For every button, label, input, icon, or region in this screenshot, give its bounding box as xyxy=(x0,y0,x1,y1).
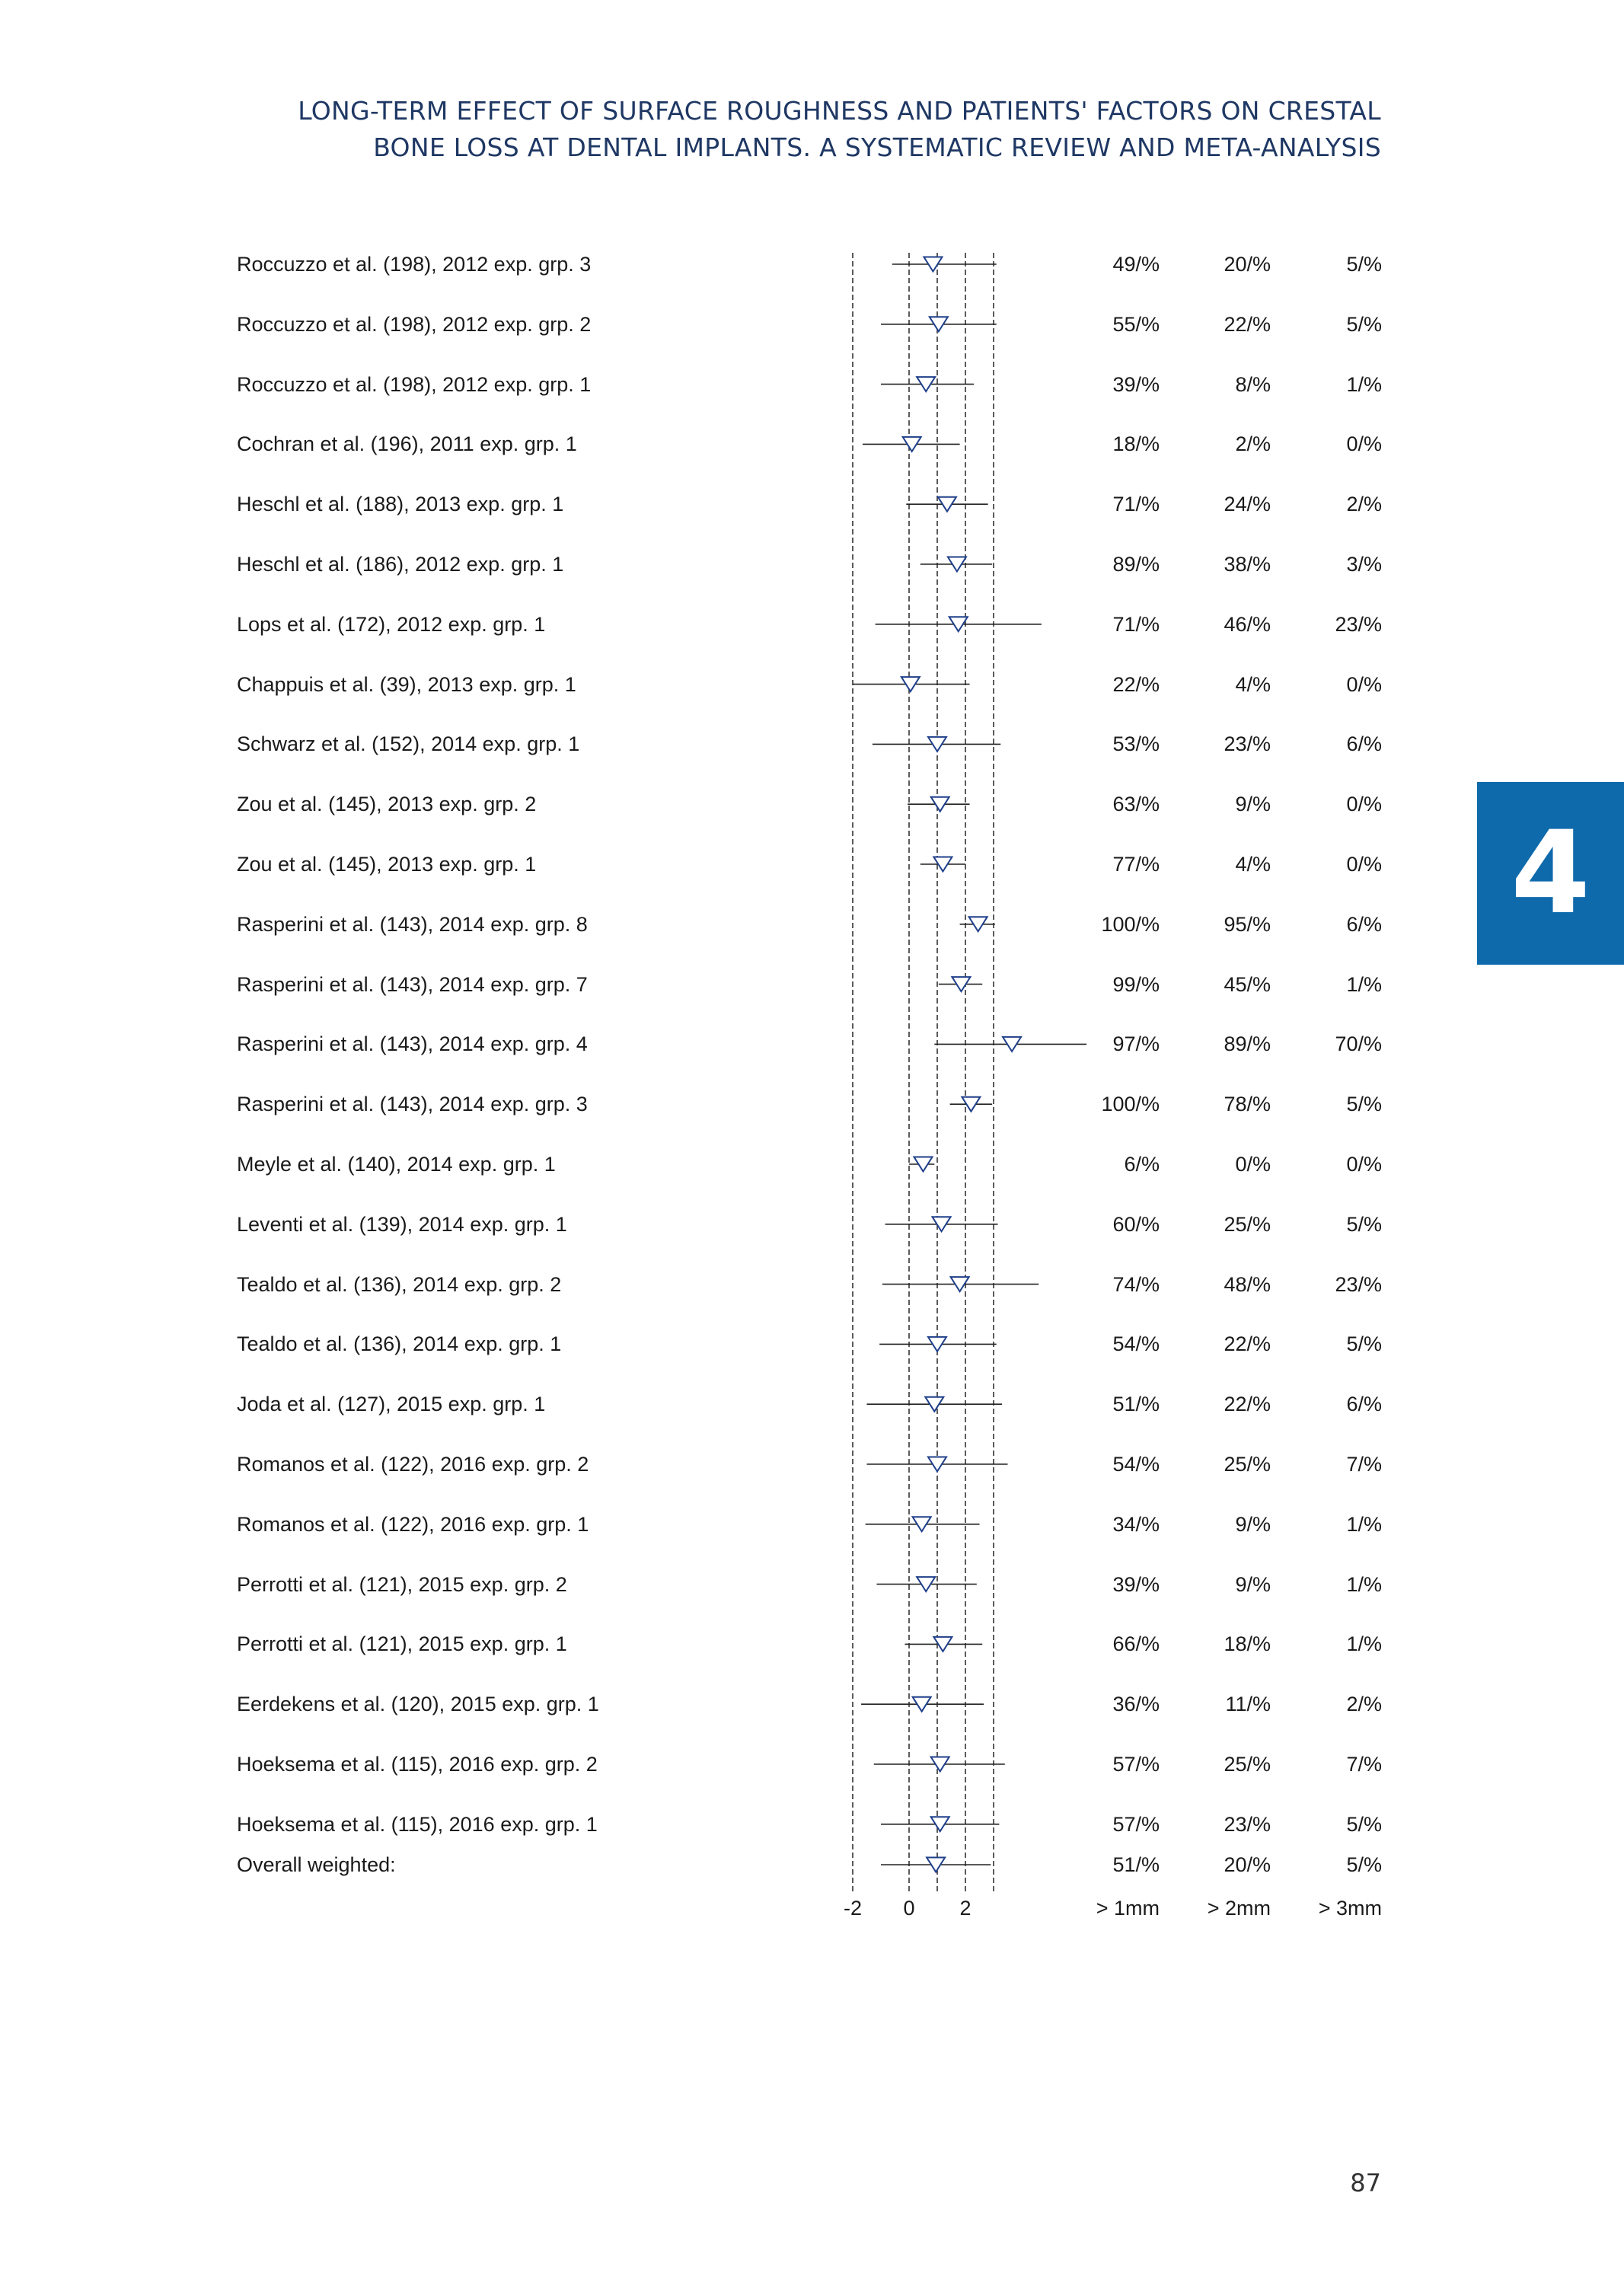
pct-gt2: 9/% xyxy=(1235,1572,1271,1596)
pct-gt1: 51/% xyxy=(1112,1393,1160,1416)
pct-gt1: 57/% xyxy=(1112,1753,1160,1776)
pct-gt2: 4/% xyxy=(1235,672,1271,696)
study-label: Heschl et al. (186), 2012 exp. grp. 1 xyxy=(237,553,564,576)
pct-gt1: 49/% xyxy=(1112,253,1160,276)
pct-gt1: 60/% xyxy=(1112,1212,1160,1236)
study-label: Roccuzzo et al. (198), 2012 exp. grp. 1 xyxy=(237,372,592,396)
pct-gt2: 25/% xyxy=(1224,1453,1271,1476)
pct-gt3: 5/% xyxy=(1346,1812,1382,1836)
pct-gt2: 18/% xyxy=(1224,1632,1271,1656)
study-label: Cochran et al. (196), 2011 exp. grp. 1 xyxy=(237,432,577,456)
pct-gt1: 22/% xyxy=(1112,672,1160,696)
pct-gt1: 34/% xyxy=(1112,1512,1160,1536)
study-label: Rasperini et al. (143), 2014 exp. grp. 8 xyxy=(237,912,588,936)
pct-gt3: 23/% xyxy=(1335,1272,1382,1296)
pct-gt3: 0/% xyxy=(1346,1153,1382,1176)
pct-gt3: 0/% xyxy=(1346,853,1382,876)
pct-gt3: 7/% xyxy=(1346,1453,1382,1476)
pct-gt3: 1/% xyxy=(1346,372,1382,396)
pct-gt3: 5/% xyxy=(1346,1093,1382,1116)
pct-gt3: 2/% xyxy=(1346,1693,1382,1716)
study-label: Hoeksema et al. (115), 2016 exp. grp. 1 xyxy=(237,1812,598,1836)
pct-gt1: 63/% xyxy=(1112,793,1160,816)
study-label: Leventi et al. (139), 2014 exp. grp. 1 xyxy=(237,1212,567,1236)
pct-gt3: 5/% xyxy=(1346,1212,1382,1236)
pct-gt2: 24/% xyxy=(1224,493,1271,516)
pct-gt2: 95/% xyxy=(1224,912,1271,936)
pct-gt1: 6/% xyxy=(1124,1153,1160,1176)
pct-gt2: 38/% xyxy=(1224,553,1271,576)
pct-gt2: 23/% xyxy=(1224,1812,1271,1836)
pct-gt1: 39/% xyxy=(1112,372,1160,396)
pct-gt1: 71/% xyxy=(1112,493,1160,516)
chapter-tab: 4 xyxy=(1477,782,1624,965)
pct-gt2: 8/% xyxy=(1235,372,1271,396)
pct-gt3: 0/% xyxy=(1346,432,1382,456)
pct-gt2: 2/% xyxy=(1235,432,1271,456)
study-label: Schwarz et al. (152), 2014 exp. grp. 1 xyxy=(237,732,580,756)
study-label: Perrotti et al. (121), 2015 exp. grp. 1 xyxy=(237,1632,567,1656)
study-label: Heschl et al. (188), 2013 exp. grp. 1 xyxy=(237,493,564,516)
study-label: Joda et al. (127), 2015 exp. grp. 1 xyxy=(237,1393,546,1416)
pct-gt2: 9/% xyxy=(1235,1512,1271,1536)
header-line-1: LONG-TERM EFFECT OF SURFACE ROUGHNESS AND PATIENTS' FACTORS ON CRESTAL xyxy=(298,96,1381,126)
pct-gt3: 5/% xyxy=(1346,312,1382,336)
pct-gt3: 3/% xyxy=(1346,553,1382,576)
overall-label: Overall weighted: xyxy=(237,1853,396,1876)
page-number: 87 xyxy=(1350,2169,1381,2197)
study-label: Romanos et al. (122), 2016 exp. grp. 1 xyxy=(237,1512,589,1536)
pct-gt2: 25/% xyxy=(1224,1753,1271,1776)
study-label: Roccuzzo et al. (198), 2012 exp. grp. 3 xyxy=(237,253,592,276)
pct-gt1: 53/% xyxy=(1112,732,1160,756)
study-label: Lops et al. (172), 2012 exp. grp. 1 xyxy=(237,612,546,636)
pct-gt1: 89/% xyxy=(1112,553,1160,576)
study-label: Eerdekens et al. (120), 2015 exp. grp. 1 xyxy=(237,1693,599,1716)
study-label: Meyle et al. (140), 2014 exp. grp. 1 xyxy=(237,1153,556,1176)
study-label: Romanos et al. (122), 2016 exp. grp. 2 xyxy=(237,1453,589,1476)
column-header: > 3mm xyxy=(1318,1897,1382,1920)
study-label: Roccuzzo et al. (198), 2012 exp. grp. 2 xyxy=(237,312,592,336)
pct-gt3: 5/% xyxy=(1346,253,1382,276)
pct-gt1: 66/% xyxy=(1112,1632,1160,1656)
pct-gt2: 23/% xyxy=(1224,732,1271,756)
pct-gt1: 74/% xyxy=(1112,1272,1160,1296)
pct-gt2: 0/% xyxy=(1235,1153,1271,1176)
pct-gt1: 55/% xyxy=(1112,312,1160,336)
pct-gt3: 5/% xyxy=(1346,1853,1382,1876)
pct-gt1: 18/% xyxy=(1112,432,1160,456)
pct-gt3: 6/% xyxy=(1346,732,1382,756)
pct-gt2: 22/% xyxy=(1224,1332,1271,1356)
pct-gt1: 39/% xyxy=(1112,1572,1160,1596)
header-line-2: BONE LOSS AT DENTAL IMPLANTS. A SYSTEMATIC REVIEW AND META-ANALYSIS xyxy=(373,132,1381,162)
study-label: Tealdo et al. (136), 2014 exp. grp. 2 xyxy=(237,1272,562,1296)
pct-gt1: 97/% xyxy=(1112,1032,1160,1056)
pct-gt2: 9/% xyxy=(1235,793,1271,816)
pct-gt2: 22/% xyxy=(1224,312,1271,336)
column-header: > 1mm xyxy=(1096,1897,1160,1920)
pct-gt3: 0/% xyxy=(1346,793,1382,816)
pct-gt1: 57/% xyxy=(1112,1812,1160,1836)
pct-gt3: 1/% xyxy=(1346,1512,1382,1536)
study-label: Zou et al. (145), 2013 exp. grp. 1 xyxy=(237,853,537,876)
pct-gt3: 7/% xyxy=(1346,1753,1382,1776)
pct-gt2: 78/% xyxy=(1224,1093,1271,1116)
pct-gt3: 70/% xyxy=(1335,1032,1382,1056)
study-label: Chappuis et al. (39), 2013 exp. grp. 1 xyxy=(237,672,576,696)
pct-gt2: 11/% xyxy=(1225,1693,1271,1716)
pct-gt1: 99/% xyxy=(1112,972,1160,996)
pct-gt3: 0/% xyxy=(1346,672,1382,696)
study-label: Zou et al. (145), 2013 exp. grp. 2 xyxy=(237,793,537,816)
pct-gt2: 46/% xyxy=(1224,612,1271,636)
study-label: Rasperini et al. (143), 2014 exp. grp. 4 xyxy=(237,1032,588,1056)
study-label: Rasperini et al. (143), 2014 exp. grp. 7 xyxy=(237,972,588,996)
pct-gt3: 6/% xyxy=(1346,1393,1382,1416)
pct-gt2: 20/% xyxy=(1224,1853,1271,1876)
pct-gt3: 1/% xyxy=(1346,1632,1382,1656)
pct-gt1: 77/% xyxy=(1112,853,1160,876)
pct-gt2: 45/% xyxy=(1224,972,1271,996)
pct-gt1: 100/% xyxy=(1101,912,1160,936)
column-header: > 2mm xyxy=(1207,1897,1271,1920)
x-tick-label: 0 xyxy=(903,1897,915,1920)
pct-gt2: 4/% xyxy=(1235,853,1271,876)
pct-gt1: 36/% xyxy=(1112,1693,1160,1716)
pct-gt3: 5/% xyxy=(1346,1332,1382,1356)
pct-gt2: 89/% xyxy=(1224,1032,1271,1056)
x-tick-label: -2 xyxy=(843,1897,863,1920)
pct-gt3: 23/% xyxy=(1335,612,1382,636)
pct-gt2: 22/% xyxy=(1224,1393,1271,1416)
study-label: Rasperini et al. (143), 2014 exp. grp. 3 xyxy=(237,1093,588,1116)
study-label: Hoeksema et al. (115), 2016 exp. grp. 2 xyxy=(237,1753,598,1776)
pct-gt1: 71/% xyxy=(1112,612,1160,636)
pct-gt1: 100/% xyxy=(1101,1093,1160,1116)
pct-gt1: 54/% xyxy=(1112,1453,1160,1476)
pct-gt2: 20/% xyxy=(1224,253,1271,276)
pct-gt3: 1/% xyxy=(1346,972,1382,996)
pct-gt3: 1/% xyxy=(1346,1572,1382,1596)
pct-gt2: 25/% xyxy=(1224,1212,1271,1236)
pct-gt3: 2/% xyxy=(1346,493,1382,516)
x-tick-label: 2 xyxy=(959,1897,972,1920)
study-label: Perrotti et al. (121), 2015 exp. grp. 2 xyxy=(237,1572,567,1596)
pct-gt3: 6/% xyxy=(1346,912,1382,936)
pct-gt2: 48/% xyxy=(1224,1272,1271,1296)
pct-gt1: 54/% xyxy=(1112,1332,1160,1356)
pct-gt1: 51/% xyxy=(1112,1853,1160,1876)
study-label: Tealdo et al. (136), 2014 exp. grp. 1 xyxy=(237,1332,562,1356)
